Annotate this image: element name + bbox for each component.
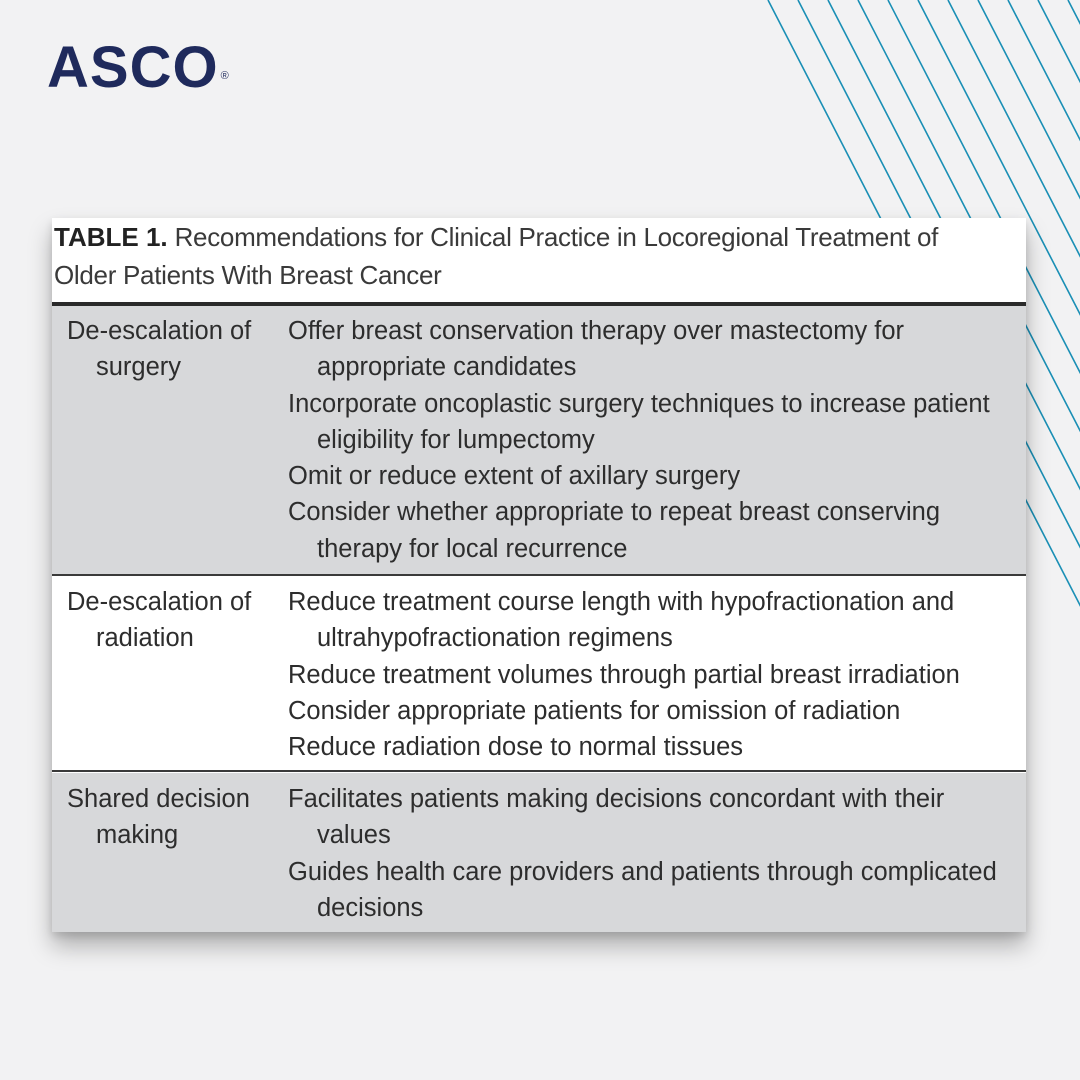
list-item: Incorporate oncoplastic surgery techniques to increase patient eligibility for lumpectomy <box>288 389 990 454</box>
table-row-shared-decision <box>52 773 1026 932</box>
table-caption <box>54 218 1022 294</box>
row-category <box>67 781 282 854</box>
list-item: Guides health care providers and patients through complicated decisions <box>288 857 997 922</box>
list-item: Reduce radiation dose to normal tissues <box>288 733 744 762</box>
category-line2: surgery <box>96 353 182 382</box>
list-item: Offer breast conservation therapy over mastectomy for appropriate candidates <box>288 317 905 382</box>
list-item: Consider whether appropriate to repeat breast conserving therapy for local recurrence <box>288 498 941 563</box>
table-card <box>52 218 1026 932</box>
table-row-radiation <box>52 576 1026 770</box>
table-title-line2: Older Patients With Breast Cancer <box>54 260 442 290</box>
decorative-stripe <box>1068 0 1080 640</box>
table-title-line1: Recommendations for Clinical Practice in Locoregional Treatment of <box>174 222 939 252</box>
row-category <box>67 584 282 657</box>
category-line2: making <box>96 821 179 850</box>
row-divider <box>52 574 1026 576</box>
row-items <box>288 781 1018 926</box>
list-item: Facilitates patients making decisions concordant with their values <box>288 785 945 850</box>
decorative-stripe <box>1038 0 1080 640</box>
table-header-rule <box>52 302 1026 306</box>
list-item: Omit or reduce extent of axillary surgery <box>288 462 741 491</box>
row-items <box>288 313 1018 567</box>
table-label: TABLE 1. <box>54 222 168 252</box>
table-row-surgery <box>52 305 1026 574</box>
category-line1: De-escalation of <box>67 588 252 616</box>
registered-mark: ® <box>220 70 230 82</box>
category-line2: radiation <box>96 624 194 653</box>
row-category <box>67 313 282 386</box>
row-divider <box>52 770 1026 772</box>
asco-logo <box>47 35 230 100</box>
category-line1: De-escalation of <box>67 317 252 345</box>
category-line1: Shared decision <box>67 785 250 813</box>
list-item: Consider appropriate patients for omission of radiation <box>288 696 901 725</box>
list-item: Reduce treatment course length with hypofractionation and ultrahypofractionation regimens <box>288 588 955 653</box>
row-items <box>288 584 1018 765</box>
logo-text: ASCO <box>47 35 219 100</box>
list-item: Reduce treatment volumes through partial breast irradiation <box>288 660 960 689</box>
